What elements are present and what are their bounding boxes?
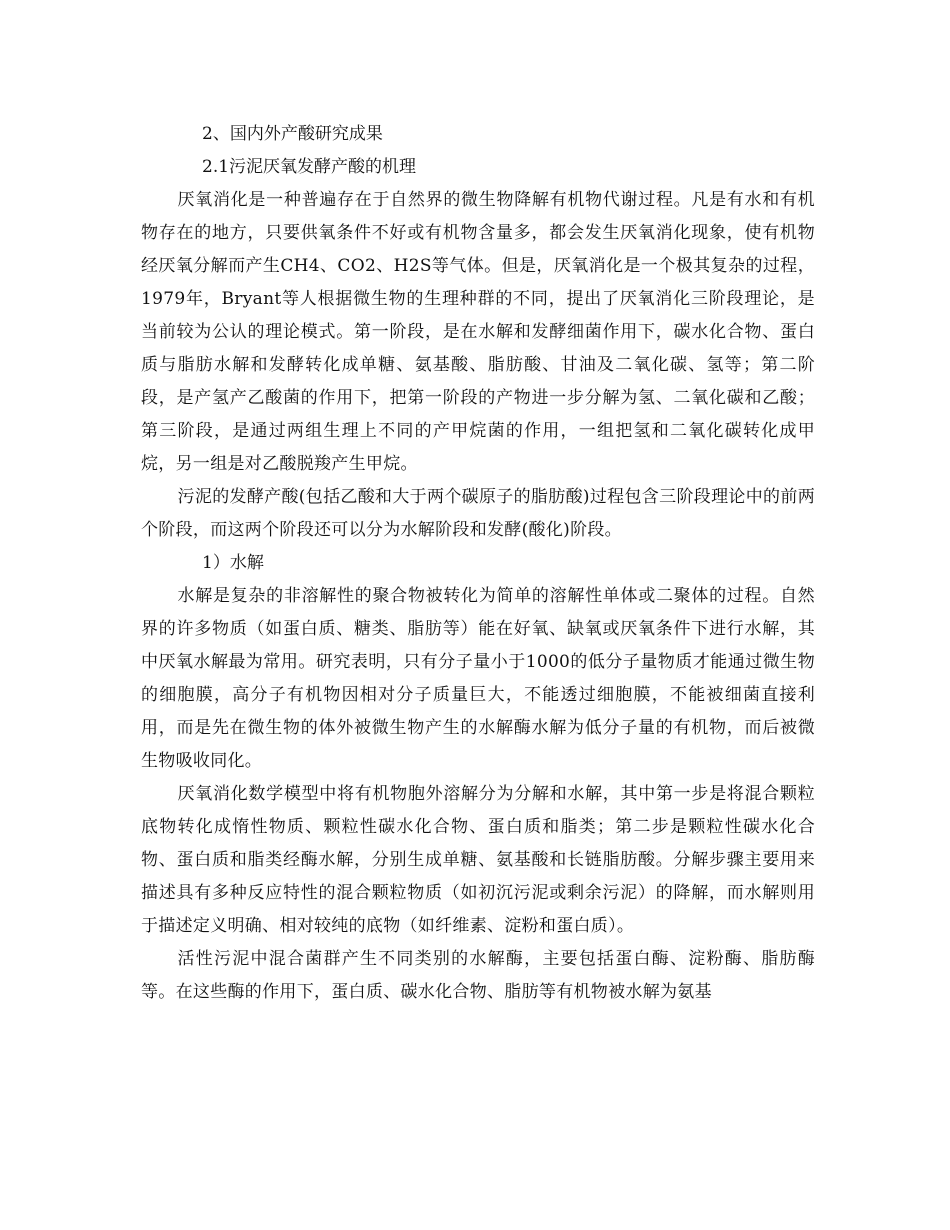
subsection-heading: 2.1污泥厌氧发酵产酸的机理 <box>202 157 417 177</box>
paragraph-model: 厌氧消化数学模型中将有机物胞外溶解分为分解和水解，其中第一步是将混合颗粒底物转化成惰性物质、颗粒性碳水化合物、蛋白质和脂类；第二步是颗粒性碳水化合物、蛋白质和脂类经酶水解，分别生成单糖、氨基酸和长链脂肪酸。分解步骤主要用来描述具有多种反应特性的混合颗粒物质（如初沉污泥或剩余污泥）的降解，而水解则用于描述定义明确、相对较纯的底物（如纤维素、淀粉和蛋白质）。 <box>141 784 815 936</box>
document-body <box>141 118 815 1009</box>
paragraph-fermentation-acid: 污泥的发酵产酸(包括乙酸和大于两个碳原子的脂肪酸)过程包含三阶段理论中的前两个阶段，而这两个阶段还可以分为水解阶段和发酵(酸化)阶段。 <box>141 487 815 540</box>
paragraph-hydrolysis: 水解是复杂的非溶解性的聚合物被转化为简单的溶解性单体或二聚体的过程。自然界的许多物质（如蛋白质、糖类、脂肪等）能在好氧、缺氧或厌氧条件下进行水解，其中厌氧水解最为常用。研究表明，只有分子量小于1000的低分子量物质才能通过微生物的细胞膜，高分子有机物因相对分子质量巨大，不能透过细胞膜，不能被细菌直接利用，而是先在微生物的体外被微生物产生的水解酶水解为低分子量的有机物，而后被微生物吸收同化。 <box>141 586 815 771</box>
section-heading: 2、国内外产酸研究成果 <box>202 124 383 144</box>
list-item-hydrolysis: 1）水解 <box>202 553 264 573</box>
paragraph-enzymes: 活性污泥中混合菌群产生不同类别的水解酶，主要包括蛋白酶、淀粉酶、脂肪酶等。在这些酶的作用下，蛋白质、碳水化合物、脂肪等有机物被水解为氨基 <box>141 949 815 1002</box>
paragraph-anaerobic-digestion: 厌氧消化是一种普遍存在于自然界的微生物降解有机物代谢过程。凡是有水和有机物存在的地方，只要供氧条件不好或有机物含量多，都会发生厌氧消化现象，使有机物经厌氧分解而产生CH4、CO2、H2S等气体。但是，厌氧消化是一个极其复杂的过程，1979年，Bryant等人根据微生物的生理种群的不同，提出了厌氧消化三阶段理论，是当前较为公认的理论模式。第一阶段，是在水解和发酵细菌作用下，碳水化合物、蛋白质与脂肪水解和发酵转化成单糖、氨基酸、脂肪酸、甘油及二氧化碳、氢等；第二阶段，是产氢产乙酸菌的作用下，把第一阶段的产物进一步分解为氢、二氧化碳和乙酸；第三阶段，是通过两组生理上不同的产甲烷菌的作用，一组把氢和二氧化碳转化成甲烷，另一组是对乙酸脱羧产生甲烷。 <box>141 190 815 474</box>
